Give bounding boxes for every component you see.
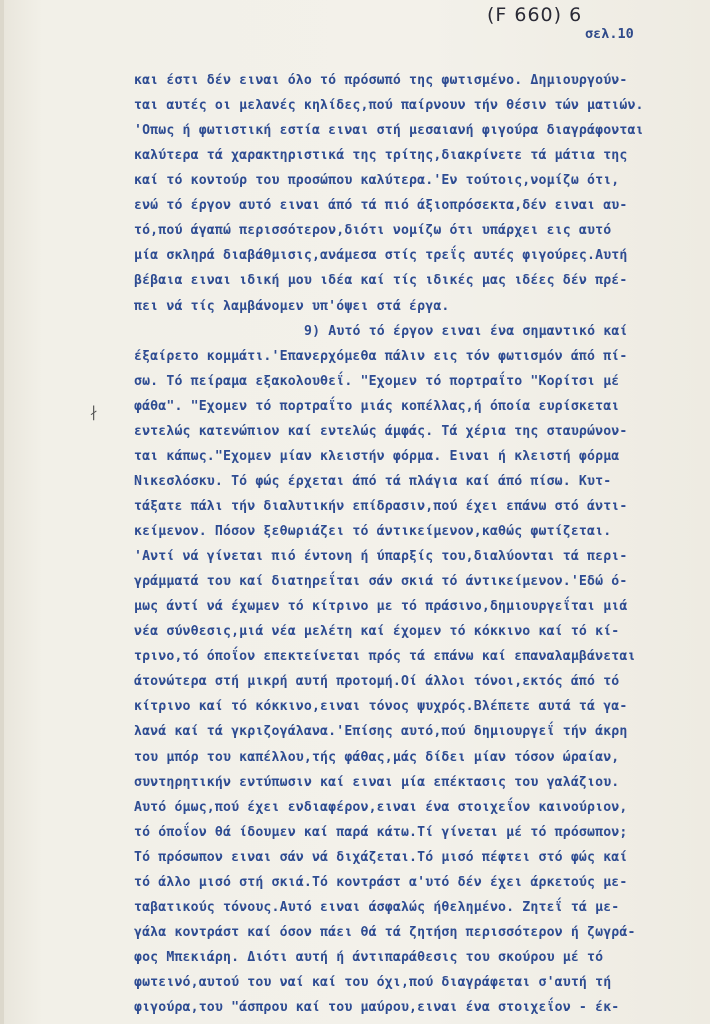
text-line: φάθα". "Εχομεν τό πορτραΐτο μιάς κοπέλλας,ή όποία ευρίσκεται — [134, 398, 620, 414]
page-edge-shadow — [0, 0, 4, 1024]
text-line: φιγούρα,του "άσπρου καί του μαύρου,ειναι ένα στοιχεΐον - έκ- — [134, 1000, 620, 1015]
text-line: τρινο,τό όποΐον επεκτείνεται πρός τά επάνω καί επαναλαμβάνεται — [134, 649, 636, 665]
text-line: καλύτερα τά χαρακτηριστικά της τρίτης,διακρίνετε τά μάτια της — [134, 148, 628, 164]
text-line: ται αυτές οι μελανές κηλίδες,πού παίρνουν τήν θέσιν τών ματιών. — [134, 98, 644, 114]
text-line: σω. Τό πείραμα εξακολουθεΐ. "Εχομεν τό πορτραΐτο "Κορίτσι μέ — [134, 373, 620, 389]
text-line: βέβαια ειναι ιδική μου ιδέα καί τίς ιδικές μας ιδέες δέν πρέ- — [134, 273, 628, 289]
text-line: Τό πρόσωπον ειναι σάν νά διχάζεται.Τό μισό πέφτει στό φώς καί — [134, 849, 628, 865]
margin-pencil-mark: ∤ — [90, 403, 98, 421]
text-line: άτονώτερα στή μικρή αυτή προτομή.Οί άλλοι τόνοι,εκτός άπό τό — [134, 674, 620, 690]
text-line: νέα σύνθεσις,μιά νέα μελέτη καί έχομεν τό κόκκινο καί τό κί- — [134, 624, 620, 640]
text-line: μία σκληρά διαβάθμισις,ανάμεσα στίς τρεΐς αυτές φιγούρες.Αυτή — [134, 248, 628, 264]
paragraph-9-start: 9) Αυτό τό έργον ειναι ένα σημαντικό καί — [304, 323, 628, 339]
text-line: τό άλλο μισό στή σκιά.Τό κοντράστ α'υτό δέν έχει άρκετούς με- — [134, 874, 628, 890]
text-line: και έστι δέν ειναι όλο τό πρόσωπό της φωτισμένο. Δημιουργούν- — [134, 73, 628, 88]
text-line: τάξατε πάλι τήν διαλυτικήν επίδρασιν,πού έχει επάνω στό άντι- — [134, 498, 628, 514]
text-line: μως άντί νά έχωμεν τό κίτρινο με τό πράσινο,δημιουργεΐται μιά — [134, 599, 628, 615]
text-line: Αυτό όμως,πού έχει ενδιαφέρον,ειναι ένα στοιχεΐον καινούριον, — [134, 799, 628, 815]
text-line: του μπόρ του καπέλλου,τής φάθας,μάς δίδει μίαν τόσον ώραίαν, — [134, 749, 620, 765]
page-number: σελ.10 — [585, 26, 634, 42]
text-line: συντηρητικήν εντύπωσιν καί ειναι μία επέκτασις του γαλάζιου. — [134, 774, 620, 790]
text-line: καί τό κοντούρ του προσώπου καλύτερα.'Εν τούτοις,νομίζω ότι, — [134, 173, 620, 189]
text-line: γάλα κοντράστ καί όσον πάει θά τά ζητήση περισσότερον ή ζωγρά- — [134, 924, 636, 940]
text-line: ενώ τό έργον αυτό ειναι άπό τά πιό άξιοπρόσεκτα,δέν ειναι αυ- — [134, 198, 628, 214]
text-line: 'Αντί νά γίνεται πιό έντονη ή ύπαρξίς του,διαλύονται τά περι- — [134, 549, 628, 564]
text-line: εντελώς κατενώπιον καί εντελώς άμφάς. Τά χέρια της σταυρώνον- — [134, 423, 628, 439]
text-line: λανά καί τά γκριζογάλανα.'Επίσης αυτό,πού δημιουργεΐ τήν άκρη — [134, 724, 628, 740]
text-line: πει νά τίς λαμβάνομεν υπ'όψει στά έργα. — [134, 298, 450, 314]
text-line: τό όποΐον θά ίδουμεν καί παρά κάτω.Τί γίνεται μέ τό πρόσωπον; — [134, 824, 628, 840]
handwritten-reference: (F 660) 6 — [487, 4, 583, 26]
text-line: κίτρινο καί τό κόκκινο,ειναι τόνος ψυχρός.Βλέπετε αυτά τά γα- — [134, 699, 628, 715]
text-line: 'Οπως ή φωτιστική εστία ειναι στή μεσαιανή φιγούρα διαγράφονται — [134, 123, 644, 139]
text-line: έξαίρετο κομμάτι.'Επανερχόμεθα πάλιν εις τόν φωτισμόν άπό πί- — [134, 348, 628, 364]
text-line: ται κάπως."Εχομεν μίαν κλειστήν φόρμα. Ειναι ή κλειστή φόρμα — [134, 448, 620, 464]
text-line: φος Μπεκιάρη. Διότι αυτή ή άντιπαράθεσις του σκούρου μέ τό — [134, 949, 604, 965]
text-line: Νικεσλόσκυ. Τό φώς έρχεται άπό τά πλάγια καί άπό πίσω. Κυτ- — [134, 473, 612, 489]
text-line: φωτεινό,αυτού του ναί καί του όχι,πού διαγράφεται σ'αυτή τή — [134, 974, 612, 990]
text-line: κείμενον. Πόσον ξεθωριάζει τό άντικείμενον,καθώς φωτίζεται. — [134, 524, 612, 539]
text-line: ταβατικούς τόνους.Αυτό ειναι άσφαλώς ήθελημένο. Ζητεΐ τά με- — [134, 899, 620, 915]
text-line: γράμματά του καί διατηρεΐται σάν σκιά τό άντικείμενον.'Εδώ ό- — [134, 574, 628, 590]
text-line: τό,πού άγαπώ περισσότερον,διότι νομίζω ότι υπάρχει εις αυτό — [134, 223, 612, 239]
